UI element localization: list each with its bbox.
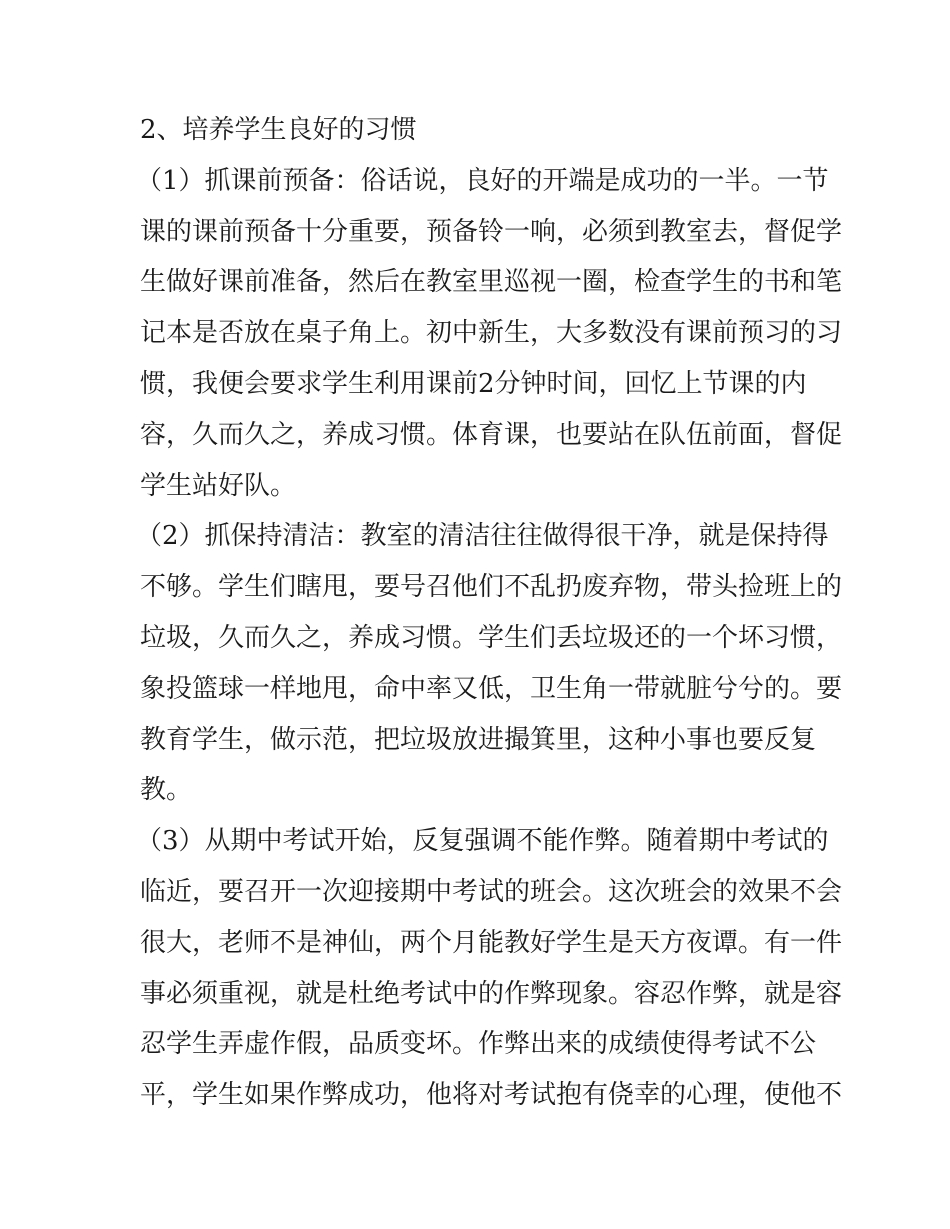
paragraph-2-line-1: （2）抓保持清洁：教室的清洁往往做得很干净，就是保持得 [136,521,829,552]
paragraph-1-line-2: 课的课前预备十分重要，预备铃一响，必须到教室去，督促学 [140,216,843,247]
paragraph-3-line-4: 事必须重视，就是杜绝考试中的作弊现象。容忍作弊，就是容 [140,978,843,1009]
paragraph-3-line-6: 平，学生如果作弊成功，他将对考试抱有侥幸的心理，使他不 [140,1080,843,1111]
paragraph-2-line-2: 不够。学生们瞎甩，要号召他们不乱扔废弃物，带头捡班上的 [140,572,843,603]
paragraph-1-line-3: 生做好课前准备，然后在教室里巡视一圈，检查学生的书和笔 [140,267,843,298]
paragraph-1-line-7: 学生站好队。 [140,470,297,501]
paragraph-1-line-5: 惯，我便会要求学生利用课前2分钟时间，回忆上节课的内 [140,368,807,399]
document-body [136,105,843,1121]
paragraph-3-line-5: 忍学生弄虚作假，品质变坏。作弊出来的成绩使得考试不公 [140,1029,817,1060]
section-heading: 2、培养学生良好的习惯 [140,115,417,145]
paragraph-2-line-6: 教。 [140,775,193,806]
paragraph-2-line-4: 象投篮球一样地甩，命中率又低，卫生角一带就脏兮兮的。要 [140,673,843,704]
paragraph-3-line-3: 很大，老师不是神仙，两个月能教好学生是天方夜谭。有一件 [140,927,843,958]
paragraph-2-line-3: 垃圾，久而久之，养成习惯。学生们丢垃圾还的一个坏习惯， [140,622,843,653]
paragraph-1-line-1: （1）抓课前预备：俗话说，良好的开端是成功的一半。一节 [136,165,829,196]
paragraph-1-line-4: 记本是否放在桌子角上。初中新生，大多数没有课前预习的习 [140,318,843,349]
paragraph-1-line-6: 容，久而久之，养成习惯。体育课，也要站在队伍前面，督促 [140,419,843,450]
paragraph-3-line-2: 临近，要召开一次迎接期中考试的班会。这次班会的效果不会 [140,876,843,907]
paragraph-2-line-5: 教育学生，做示范，把垃圾放进撮箕里，这种小事也要反复 [140,724,817,755]
paragraph-3-line-1: （3）从期中考试开始，反复强调不能作弊。随着期中考试的 [136,826,829,857]
